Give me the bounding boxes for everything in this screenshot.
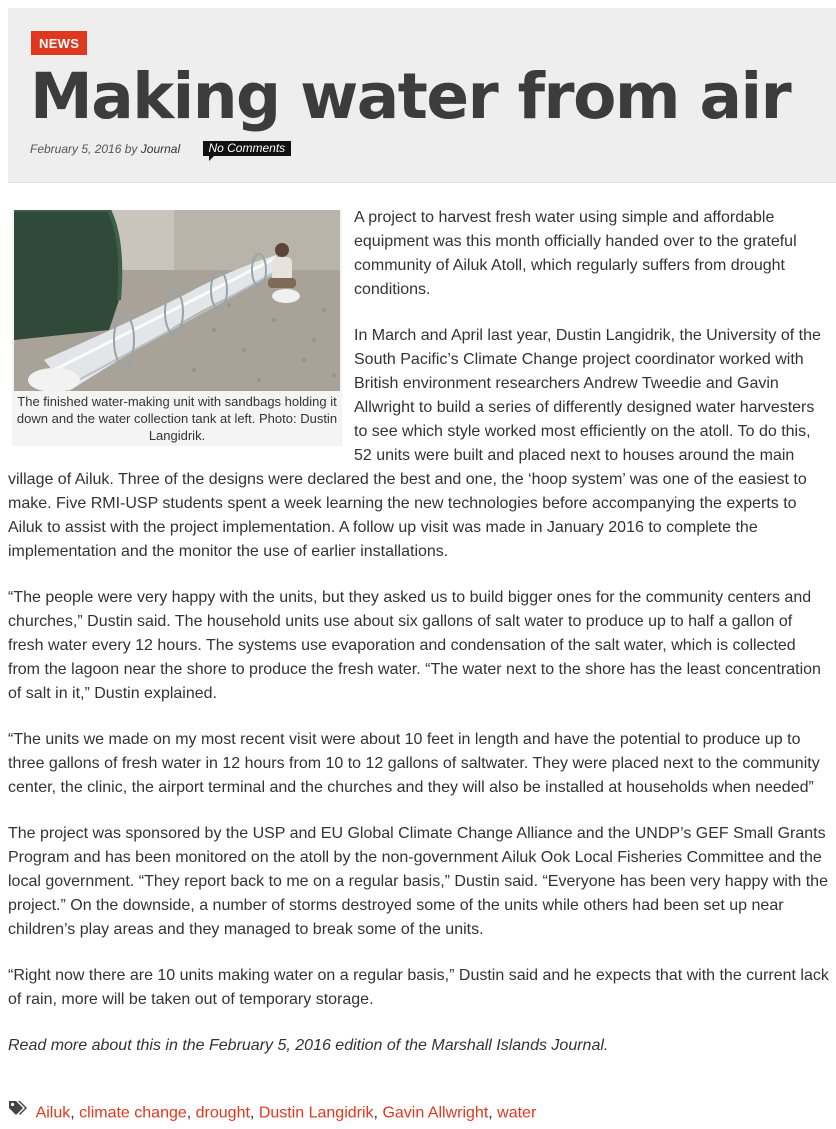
read-more-note: Read more about this in the February 5, 2016 edition of the Marshall Islands Journal.	[8, 1037, 609, 1054]
paragraph: In March and April last year, Dustin Langidrik, the University of the South Pacific’s Climate Change project coordinator worked with British environment researchers Andrew Tweedie and Gavin Allwright to build a series of differently designed water harvesters to see which style worked most efficiently on the atoll. To do this, 52 units were built and placed next to houses around the main village of Ailuk. Three of the designs were declared the best and one, the ‘hoop system’ was one of the easiest to make. Five RMI-USP students spent a week learning the new technologies before accompanying the experts to Ailuk to assist with the project implementation. A follow up visit was made in January 2016 to complete the implementation and the monitor the use of earlier installations.	[8, 327, 821, 560]
figure-caption: The finished water-making unit with sandbags holding it down and the water collection tank at left. Photo: Dustin Langidrik.	[16, 394, 338, 443]
article-photo	[14, 210, 340, 391]
tag-list: Ailuk, climate change, drought, Dustin Langidrik, Gavin Allwright, water	[8, 1102, 536, 1125]
paragraph: The project was sponsored by the USP and EU Global Climate Change Alliance and the UNDP’s GEF Small Grants Program and has been monitored on the atoll by the non-government Ailuk Ook Local Fisheries Committee and the local government. “They report back to me on a regular basis,” Dustin said. “Everyone has been very happy with the project.” On the downside, a number of storms destroyed some of the units while others had been set up near children’s play areas and they managed to break some of the units.	[8, 825, 828, 938]
article-body	[8, 206, 832, 1080]
comments-link[interactable]: No Comments	[203, 141, 291, 156]
post-date[interactable]: February 5, 2016	[30, 142, 122, 156]
article-header	[8, 8, 836, 183]
tag-link[interactable]: Gavin Allwright	[382, 1104, 489, 1122]
paragraph: A project to harvest fresh water using simple and affordable equipment was this month officially handed over to the grateful community of Ailuk Atoll, which regularly suffers from drought conditions.	[354, 209, 797, 298]
tag-link[interactable]: water	[497, 1104, 537, 1122]
paragraph: “The units we made on my most recent visit were about 10 feet in length and have the potential to produce up to three gallons of fresh water in 12 hours from 10 to 12 gallons of saltwater. They were placed next to the community center, the clinic, the airport terminal and the churches and they will also be installed at households when needed”	[8, 731, 820, 796]
tag-link[interactable]: Ailuk	[35, 1104, 71, 1122]
post-meta	[30, 142, 291, 157]
paragraph: “The people were very happy with the units, but they asked us to build bigger ones for the community centers and churches,” Dustin said. The household units use about six gallons of salt water to produce up to half a gallon of fresh water every 12 hours. The systems use evaporation and condensation of the salt water, which is collected from the lagoon near the shore to produce the fresh water. “The water next to the shore has the least concentration of salt in it,” Dustin explained.	[8, 589, 821, 702]
by-label: by	[124, 142, 138, 156]
article-figure	[12, 210, 342, 446]
post-author[interactable]: Journal	[140, 142, 181, 156]
paragraph: “Right now there are 10 units making water on a regular basis,” Dustin said and he expects that with the current lack of rain, more will be taken out of temporary storage.	[8, 967, 829, 1008]
tag-link[interactable]: drought	[195, 1104, 250, 1122]
tag-link[interactable]: Dustin Langidrik	[258, 1104, 374, 1122]
tag-link[interactable]: climate change	[79, 1104, 187, 1122]
tags-icon	[8, 1100, 28, 1123]
page-title: Making water from air	[30, 60, 791, 133]
category-badge[interactable]: NEWS	[31, 31, 87, 55]
